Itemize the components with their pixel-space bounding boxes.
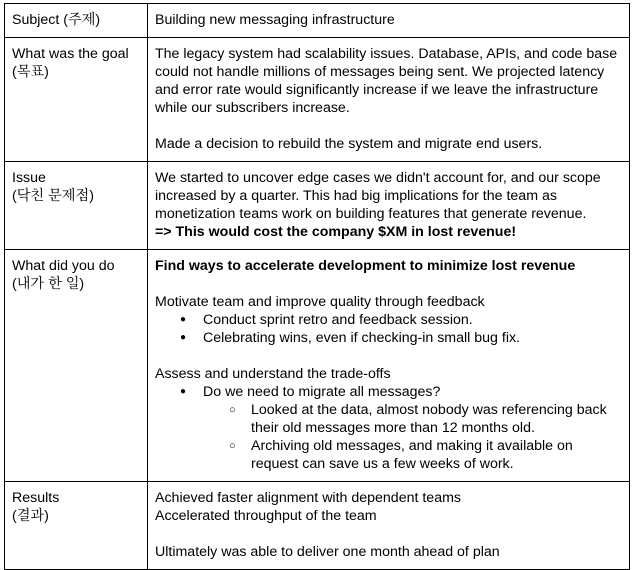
sub-bullet-list (155, 401, 622, 473)
actions-heading-text: Find ways to accelerate development to minimize lost revenue (155, 258, 576, 274)
spacer (155, 275, 622, 293)
list-item: ● Celebrating wins, even if checking-in small bug fix. (155, 329, 622, 347)
row-content-cell (148, 482, 630, 570)
row-label-cell (5, 162, 148, 250)
row-label-cell (5, 482, 148, 570)
list-item: ● Do we need to migrate all messages? (155, 383, 622, 401)
subject-text: Building new messaging infrastructure (155, 12, 395, 28)
row-label-cell (5, 250, 148, 482)
row-label-korean: (닥친 문제점) (12, 188, 94, 204)
spacer (155, 117, 622, 135)
issue-emphasis (155, 223, 622, 241)
table-row-goal (5, 38, 630, 162)
row-label: Issue (12, 170, 46, 186)
spacer (155, 525, 622, 543)
result-line: Achieved faster alignment with dependent teams (155, 490, 462, 506)
row-label-cell (5, 38, 148, 162)
row-content-cell (148, 38, 630, 162)
row-label-cell (5, 4, 148, 38)
row-content-cell (148, 250, 630, 482)
table-row-actions (5, 250, 630, 482)
row-content-cell (148, 162, 630, 250)
issue-emphasis-text: => This would cost the company $XM in lost revenue! (155, 224, 517, 240)
row-label-korean: (결과) (12, 508, 49, 524)
goal-decision: Made a decision to rebuild the system and migrate end users. (155, 136, 543, 152)
row-label-korean: (목표) (12, 64, 49, 80)
table-row-issue (5, 162, 630, 250)
bullet-list (155, 311, 622, 347)
row-label: What did you do (12, 258, 115, 274)
star-summary-table (4, 3, 630, 570)
actions-heading (155, 257, 622, 275)
result-line: Ultimately was able to deliver one month ahead of plan (155, 544, 500, 560)
row-label: What was the goal (12, 46, 129, 62)
table-row-results (5, 482, 630, 570)
goal-paragraph: The legacy system had scalability issues. Database, APIs, and code base could not handle millions of messages being sent. We projected latency and error rate would significantly increase if we leave the infrastructure while our subscribers increase. (155, 46, 618, 116)
table-row-subject (5, 4, 630, 38)
issue-paragraph: We started to uncover edge cases we didn't account for, and our scope increased by a quarter. This had big implications for the team as monetization teams work on building features that generate revenue. (155, 170, 601, 222)
row-label: Results (12, 490, 60, 506)
sub-list-item: ○ Looked at the data, almost nobody was referencing back their old messages more than 12 months old. (155, 401, 622, 437)
row-label-korean: (내가 한 일) (12, 276, 85, 292)
section-intro: Assess and understand the trade-offs (155, 366, 391, 382)
result-line: Accelerated throughput of the team (155, 508, 377, 524)
list-item: ● Conduct sprint retro and feedback session. (155, 311, 622, 329)
row-label: Subject (주제) (12, 12, 101, 28)
bullet-list (155, 383, 622, 401)
sub-list-item: ○ Archiving old messages, and making it available on request can save us a few weeks of work. (155, 437, 622, 473)
row-content-cell (148, 4, 630, 38)
spacer (155, 347, 622, 365)
section-intro: Motivate team and improve quality through feedback (155, 294, 485, 310)
